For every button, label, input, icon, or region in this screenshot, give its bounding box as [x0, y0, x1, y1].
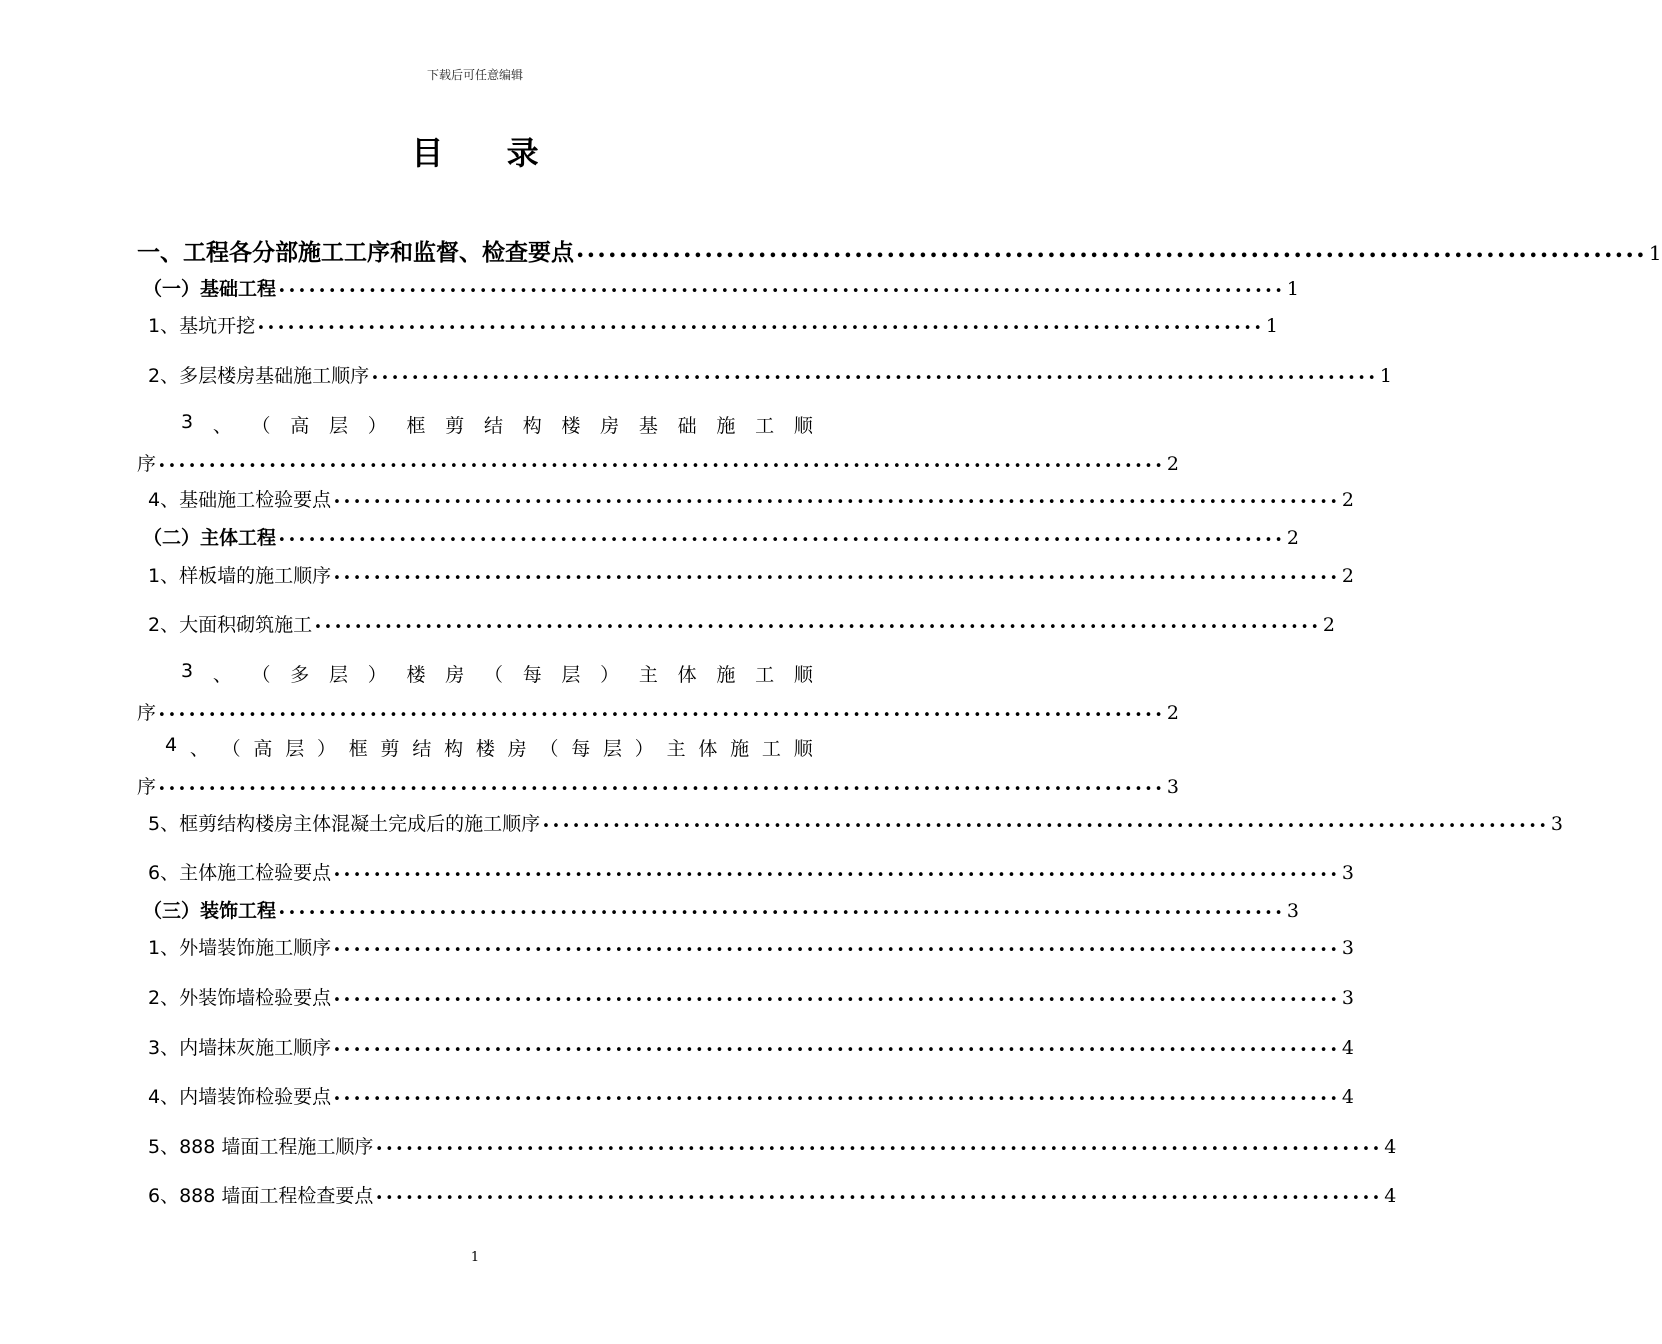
toc-page-number: 4: [1384, 1185, 1397, 1207]
toc-char: 框: [406, 415, 426, 437]
toc-entry-p2-item-3-line-2[interactable]: [137, 698, 1179, 725]
toc-entry-section-1[interactable]: [137, 234, 1662, 267]
toc-entry-p2-item-6[interactable]: [148, 858, 1354, 885]
toc-page-number: 2: [1341, 489, 1354, 511]
toc-label: 5、888 墙面工程施工顺序: [148, 1136, 374, 1158]
toc-leader-dots: ••••••••••••••••••••••••••••••••••••••••••••••••••••••••••••••••••••••••••••••••••••••••••••••••••••: [278, 906, 1285, 921]
toc-char: ）: [600, 664, 620, 686]
toc-entry-p1-item-4[interactable]: [148, 485, 1354, 512]
toc-leader-dots: ••••••••••••••••••••••••••••••••••••••••••••••••••••••••••••••••••••••••••••••••••••••••••••••••••••: [333, 495, 1340, 510]
toc-leader-dots: ••••••••••••••••••••••••••••••••••••••••••••••••••••••••••••••••••••••••••••••••••••••••••••••••••••: [371, 371, 1378, 386]
toc-char: 体: [677, 664, 697, 686]
toc-entry-part-2[interactable]: [143, 523, 1299, 550]
toc-page-number: 1: [1379, 365, 1392, 387]
toc-leader-dots: ••••••••••••••••••••••••••••••••••••••••••••••••••••••••••••••••••••••••••••••••••••••••••••••••••••: [333, 993, 1340, 1008]
toc-char: 施: [716, 664, 736, 686]
toc-char: 层: [603, 738, 623, 760]
toc-page-number: 3: [1341, 987, 1354, 1009]
toc-char: 体: [698, 738, 718, 760]
toc-entry-p1-item-3-line-1[interactable]: [181, 411, 813, 438]
toc-char: 构: [522, 415, 542, 437]
toc-leader-dots: ••••••••••••••••••••••••••••••••••••••••••••••••••••••••••••••••••••••••••••••••••••••••••••••••••••: [333, 943, 1340, 958]
toc-char: 房: [507, 738, 527, 760]
toc-char: 房: [445, 664, 465, 686]
toc-page-number: 2: [1166, 702, 1179, 724]
toc-char: 4: [165, 734, 178, 756]
toc-entry-part-3[interactable]: [143, 896, 1299, 923]
toc-label: 1、基坑开挖: [148, 315, 256, 337]
toc-char: 剪: [445, 415, 465, 437]
toc-entry-p2-item-5[interactable]: [148, 809, 1563, 836]
toc-label: 序: [137, 702, 157, 724]
toc-entry-p1-item-2[interactable]: [148, 361, 1392, 388]
toc-char: 层: [561, 664, 581, 686]
header-note: 下载后可任意编辑: [426, 68, 523, 82]
toc-char: 楼: [475, 738, 495, 760]
toc-leader-dots: ••••••••••••••••••••••••••••••••••••••••••••••••••••••••••••••••••••••••••••••••••••••••••••••••••••: [278, 533, 1285, 548]
toc-page-number: 3: [1286, 900, 1299, 922]
toc-entry-p3-item-5[interactable]: [148, 1132, 1397, 1159]
toc-label: 6、主体施工检验要点: [148, 862, 332, 884]
toc-char: 施: [730, 738, 750, 760]
toc-char: 层: [329, 415, 349, 437]
toc-char: 主: [638, 664, 658, 686]
toc-leader-dots: ••••••••••••••••••••••••••••••••••••••••••••••••••••••••••••••••••••••••••••••••••••••••••••••••••••: [158, 782, 1165, 797]
toc-label: 4、内墙装饰检验要点: [148, 1086, 332, 1108]
page-title: 目 录: [411, 134, 565, 172]
toc-char: 剪: [380, 738, 400, 760]
toc-label: 4、基础施工检验要点: [148, 489, 332, 511]
toc-char: （: [251, 415, 271, 437]
toc-char: 每: [571, 738, 591, 760]
toc-leader-dots: ••••••••••••••••••••••••••••••••••••••••••••••••••••••••••••••••••••••••••••••••••••••••••••••••••••: [576, 249, 1647, 264]
toc-char: 结: [412, 738, 432, 760]
toc-entry-p3-item-1[interactable]: [148, 933, 1354, 960]
toc-entry-p2-item-1[interactable]: [148, 561, 1354, 588]
toc-leader-dots: ••••••••••••••••••••••••••••••••••••••••••••••••••••••••••••••••••••••••••••••••••••••••••••••••••••: [375, 1142, 1383, 1157]
toc-entry-p3-item-3[interactable]: [148, 1033, 1354, 1060]
toc-char: （: [221, 738, 241, 760]
toc-entry-part-1[interactable]: [143, 274, 1299, 301]
toc-label: 2、大面积砌筑施工: [148, 614, 313, 636]
toc-entry-p3-item-4[interactable]: [148, 1082, 1354, 1109]
toc-char: ）: [634, 738, 654, 760]
toc-page-number: 4: [1341, 1086, 1354, 1108]
toc-page-number: 3: [1341, 862, 1354, 884]
toc-page-number: 2: [1322, 614, 1335, 636]
toc-char: 、: [189, 738, 209, 760]
toc-entry-p3-item-2[interactable]: [148, 983, 1354, 1010]
toc-char: 层: [329, 664, 349, 686]
toc-page-number: 1: [1265, 315, 1278, 337]
toc-leader-dots: ••••••••••••••••••••••••••••••••••••••••••••••••••••••••••••••••••••••••••••••••••••••••••••••••••••: [314, 620, 1321, 635]
toc-char: 每: [522, 664, 542, 686]
toc-char: 层: [285, 738, 305, 760]
toc-char: 房: [600, 415, 620, 437]
toc-leader-dots: ••••••••••••••••••••••••••••••••••••••••••••••••••••••••••••••••••••••••••••••••••••••••••••••••••••: [333, 868, 1340, 883]
toc-label: 2、外装饰墙检验要点: [148, 987, 332, 1009]
toc-leader-dots: ••••••••••••••••••••••••••••••••••••••••••••••••••••••••••••••••••••••••••••••••••••••••••••••••••••: [278, 284, 1285, 299]
toc-char: （: [251, 664, 271, 686]
toc-char: ）: [316, 738, 336, 760]
toc-entry-p2-item-4-line-1[interactable]: [165, 734, 813, 761]
toc-char: 主: [666, 738, 686, 760]
toc-page-number: 4: [1384, 1136, 1397, 1158]
toc-entry-p2-item-2[interactable]: [148, 610, 1335, 637]
toc-char: 、: [212, 415, 232, 437]
toc-char: 基: [638, 415, 658, 437]
toc-char: ）: [367, 664, 387, 686]
toc-label: 1、外墙装饰施工顺序: [148, 937, 332, 959]
toc-char: 多: [290, 664, 310, 686]
toc-entry-p2-item-3-line-1[interactable]: [181, 660, 813, 687]
toc-label: 3、内墙抹灰施工顺序: [148, 1037, 332, 1059]
toc-char: 结: [483, 415, 503, 437]
toc-char: 楼: [561, 415, 581, 437]
toc-leader-dots: ••••••••••••••••••••••••••••••••••••••••••••••••••••••••••••••••••••••••••••••••••••••••••••••••••••: [333, 1092, 1340, 1107]
toc-page-number: 4: [1341, 1037, 1354, 1059]
toc-char: 框: [348, 738, 368, 760]
toc-char: 构: [444, 738, 464, 760]
toc-char: 施: [716, 415, 736, 437]
footer-page-number: 1: [470, 1250, 480, 1265]
toc-char: 工: [755, 415, 775, 437]
toc-char: 高: [290, 415, 310, 437]
toc-entry-p1-item-3-line-2[interactable]: [137, 449, 1179, 476]
toc-label: 6、888 墙面工程检查要点: [148, 1185, 374, 1207]
toc-label: 2、多层楼房基础施工顺序: [148, 365, 370, 387]
toc-page-number: 2: [1166, 453, 1179, 475]
toc-page-number: 3: [1550, 813, 1563, 835]
toc-char: 工: [755, 664, 775, 686]
toc-char: 高: [253, 738, 273, 760]
toc-label: 5、框剪结构楼房主体混凝土完成后的施工顺序: [148, 813, 541, 835]
toc-char: （: [539, 738, 559, 760]
toc-label: 1、样板墙的施工顺序: [148, 565, 332, 587]
toc-label: 序: [137, 453, 157, 475]
toc-char: （: [483, 664, 503, 686]
toc-page-number: 1: [1648, 241, 1662, 265]
toc-label: （三）装饰工程: [143, 900, 277, 922]
toc-char: 3: [181, 411, 194, 433]
toc-char: 础: [677, 415, 697, 437]
toc-page-number: 3: [1341, 937, 1354, 959]
toc-char: 顺: [793, 738, 813, 760]
toc-char: 顺: [793, 415, 813, 437]
toc-char: 工: [761, 738, 781, 760]
toc-char: 顺: [793, 664, 813, 686]
toc-leader-dots: ••••••••••••••••••••••••••••••••••••••••••••••••••••••••••••••••••••••••••••••••••••••••••••••••••••: [257, 321, 1264, 336]
toc-leader-dots: ••••••••••••••••••••••••••••••••••••••••••••••••••••••••••••••••••••••••••••••••••••••••••••••••••••: [333, 1043, 1340, 1058]
toc-page-number: 2: [1286, 527, 1299, 549]
toc-label: 序: [137, 776, 157, 798]
toc-page-number: 1: [1286, 278, 1299, 300]
toc-leader-dots: ••••••••••••••••••••••••••••••••••••••••••••••••••••••••••••••••••••••••••••••••••••••••••••••••••••: [333, 571, 1340, 586]
toc-label: （一）基础工程: [143, 278, 277, 300]
toc-char: 楼: [406, 664, 426, 686]
toc-page-number: 2: [1341, 565, 1354, 587]
toc-leader-dots: ••••••••••••••••••••••••••••••••••••••••••••••••••••••••••••••••••••••••••••••••••••••••••••••••••••: [542, 819, 1549, 834]
toc-entry-p1-item-1[interactable]: [148, 311, 1278, 338]
toc-char: 、: [212, 664, 232, 686]
toc-char: ）: [367, 415, 387, 437]
toc-leader-dots: ••••••••••••••••••••••••••••••••••••••••••••••••••••••••••••••••••••••••••••••••••••••••••••••••••••: [375, 1191, 1383, 1206]
toc-entry-p2-item-4-line-2[interactable]: [137, 772, 1179, 799]
toc-leader-dots: ••••••••••••••••••••••••••••••••••••••••••••••••••••••••••••••••••••••••••••••••••••••••••••••••••••: [158, 708, 1165, 723]
toc-page-number: 3: [1166, 776, 1179, 798]
toc-char: 3: [181, 660, 194, 682]
toc-label: （二）主体工程: [143, 527, 277, 549]
toc-entry-p3-item-6[interactable]: [148, 1181, 1397, 1208]
toc-leader-dots: ••••••••••••••••••••••••••••••••••••••••••••••••••••••••••••••••••••••••••••••••••••••••••••••••••••: [158, 459, 1165, 474]
toc-label: 一、工程各分部施工工序和监督、检查要点: [137, 240, 574, 266]
